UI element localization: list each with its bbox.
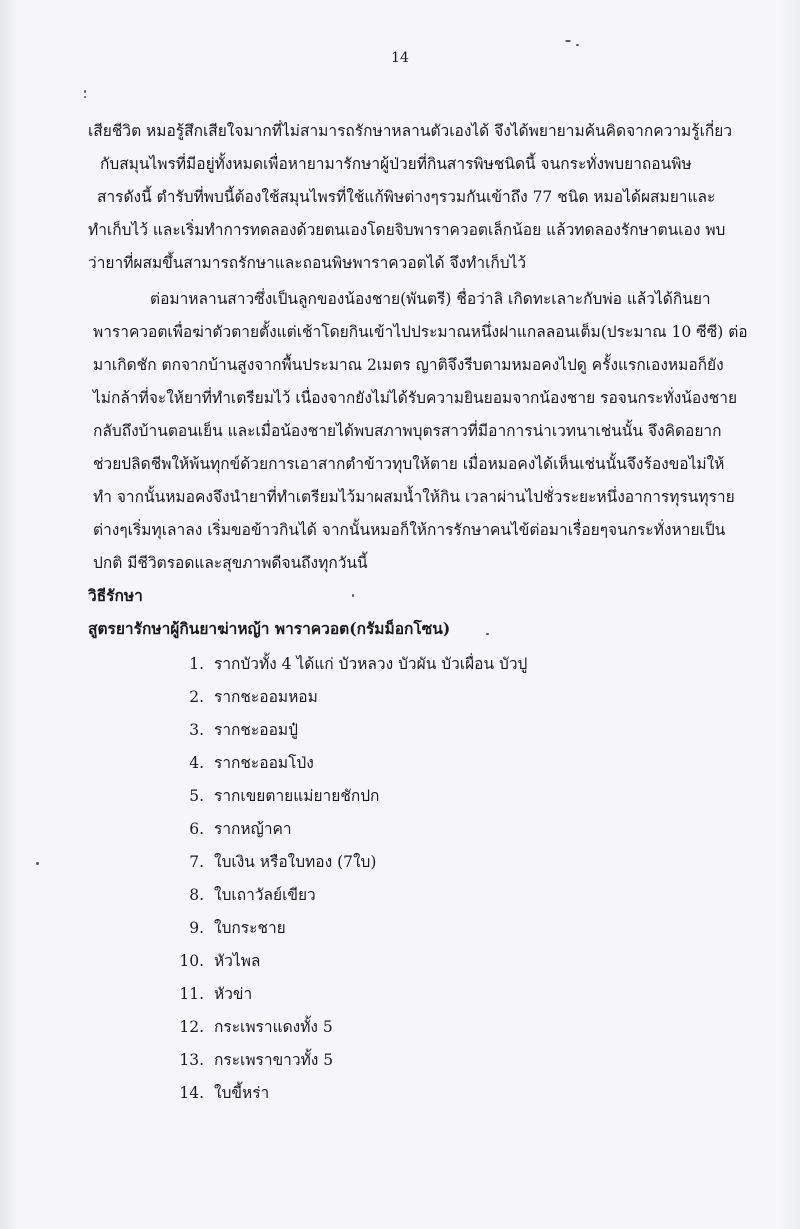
list-item-text: ใบเงิน หรือใบทอง (7ใบ): [214, 853, 377, 871]
list-item: [176, 1016, 333, 1038]
list-item-number: 13.: [179, 1051, 204, 1069]
section-heading: วิธีรักษา: [88, 586, 143, 605]
paragraph-1-line-5: [88, 252, 526, 274]
list-item-text: ใบกระชาย: [214, 919, 286, 937]
paragraph-2-line-2: [93, 321, 748, 343]
list-item-number: 11.: [179, 985, 204, 1003]
list-item: [176, 884, 316, 906]
list-item-text: กระเพราขาวทั้ง 5: [214, 1051, 334, 1069]
paragraph-text: ทำเก็บไว้ และเริ่มทำการทดลองด้วยตนเองโดยจิบพาราควอตเล็กน้อย แล้วทดลองรักษาตนเอง พบ: [88, 221, 726, 239]
list-item-number: 1.: [189, 655, 204, 673]
list-item-number: 4.: [189, 754, 204, 772]
list-item-text: รากหญ้าคา: [214, 820, 292, 838]
list-item-number: 6.: [189, 820, 204, 838]
paragraph-text: ว่ายาที่ผสมขึ้นสามารถรักษาและถอนพิษพาราควอตได้ จึงทำเก็บไว้: [88, 254, 527, 272]
paragraph-text: พาราควอตเพื่อฆ่าตัวตายตั้งแต่เช้าโดยกินเข้าไปประมาณหนึ่งฝาแกลลอนเต็ม(ประมาณ 10 ซีซี) ต่อ: [93, 323, 748, 341]
paragraph-2-line-3: [93, 354, 724, 376]
scan-speck: [576, 44, 579, 46]
scan-speck: [84, 96, 86, 98]
list-item-text: รากบัวทั้ง 4 ได้แก่ บัวหลวง บัวผัน บัวเผื่อน บัวปู: [214, 655, 528, 673]
recipe-heading: สูตรยารักษาผู้กินยาฆ่าหญ้า พาราควอต(กรัมม็อกโซน): [88, 619, 451, 638]
list-item: [176, 917, 286, 939]
list-item: [176, 1049, 333, 1071]
list-item: [176, 1082, 269, 1104]
list-item: [176, 719, 298, 741]
paragraph-2-line-4: [93, 387, 737, 409]
list-item-text: รากเขยตายแม่ยายชักปก: [214, 787, 380, 805]
list-item-text: หัวข่า: [214, 985, 253, 1003]
paragraph-text: เสียชีวิต หมอรู้สึกเสียใจมากที่ไม่สามารถรักษาหลานตัวเองได้ จึงได้พยายามค้นคิดจากความรู้เกี่ยว: [88, 122, 733, 140]
paragraph-text: ปกติ มีชีวิตรอดและสุขภาพดีจนถึงทุกวันนี้: [93, 554, 368, 572]
list-item: [176, 950, 260, 972]
paragraph-text: มาเกิดชัก ตกจากบ้านสูงจากพื้นประมาณ 2เมตร ญาติจึงรีบตามหมอคงไปดู ครั้งแรกเองหมอก็ยัง: [93, 356, 724, 374]
paragraph-1-line-3: [97, 186, 715, 208]
paragraph-2-line-7: [93, 486, 735, 508]
list-item: [176, 983, 252, 1005]
list-item-number: 5.: [189, 787, 204, 805]
list-item-text: รากชะออมปู๋: [214, 721, 298, 739]
page-number: 14: [391, 50, 409, 66]
list-item-text: หัวไพล: [214, 952, 261, 970]
paragraph-2-line-9: [93, 552, 368, 574]
paragraph-text: ต่อมาหลานสาวซึ่งเป็นลูกของน้องชาย(พันตรี) ชื่อว่าลิ เกิดทะเลาะกับพ่อ แล้วได้กินยา: [150, 290, 711, 308]
paragraph-2-line-6: [93, 453, 724, 475]
list-item-text: ใบเถาวัลย์เขียว: [214, 886, 316, 904]
list-item: [176, 785, 379, 807]
paragraph-1-line-1: [88, 120, 733, 142]
paragraph-text: สารดังนี้ ตำรับที่พบนี้ต้องใช้สมุนไพรที่ใช้แก้พิษต่างๆรวมกันเข้าถึง 77 ชนิด หมอได้ผสมยาและ: [97, 188, 716, 206]
paragraph-1-line-4: [88, 219, 725, 241]
paragraph-text: ทำ จากนั้นหมอคงจึงนำยาที่ทำเตรียมไว้มาผสมน้ำให้กิน เวลาผ่านไปชั่วระยะหนึ่งอาการทุรนทุราย: [93, 488, 735, 506]
paragraph-2-line-8: [93, 519, 725, 541]
list-item-number: 2.: [189, 688, 204, 706]
list-item: [176, 818, 292, 840]
scan-speck: [486, 633, 489, 635]
list-item-number: 9.: [189, 919, 204, 937]
list-item-number: 12.: [179, 1018, 204, 1036]
list-item-number: 8.: [189, 886, 204, 904]
paragraph-2-line-5: [93, 420, 722, 442]
list-item-number: 14.: [179, 1084, 204, 1102]
scan-speck: [352, 594, 354, 597]
list-item: [176, 752, 314, 774]
list-item-text: ใบขี้หร่า: [214, 1084, 270, 1102]
scan-speck: [36, 862, 39, 865]
list-item-number: 7.: [189, 853, 204, 871]
list-item-text: กระเพราแดงทั้ง 5: [214, 1018, 333, 1036]
paragraph-2-line-1: [150, 288, 711, 310]
list-item: [176, 653, 527, 675]
paragraph-text: ช่วยปลิดชีพให้พ้นทุกข์ด้วยการเอาสากตำข้าวทุบให้ตาย เมื่อหมอคงได้เห็นเช่นนั้นจึงร้องขอไม่ให้: [93, 455, 725, 473]
paragraph-text: ไม่กล้าที่จะให้ยาที่ทำเตรียมไว้ เนื่องจากยังไม่ได้รับความยินยอมจากน้องชาย รอจนกระทั่งน้องชาย: [93, 389, 738, 407]
paragraph-text: ต่างๆเริ่มทุเลาลง เริ่มขอข้าวกินได้ จากนั้นหมอก็ให้การรักษาคนไข้ต่อมาเรื่อยๆจนกระทั่งหายเป็น: [93, 521, 726, 539]
list-item-number: 10.: [179, 952, 204, 970]
list-item: [176, 686, 318, 708]
scan-speck: [84, 90, 86, 93]
list-item-text: รากชะออมหอม: [214, 688, 318, 706]
paragraph-text: กลับถึงบ้านตอนเย็น และเมื่อน้องชายได้พบสภาพบุตรสาวที่มีอาการน่าเวทนาเช่นนั้น จึงคิดอยาก: [93, 422, 722, 440]
paragraph-text: กับสมุนไพรที่มีอยู่ทั้งหมดเพื่อหายามารักษาผู้ป่วยที่กินสารพิษชนิดนี้ จนกระทั่งพบยาถอนพิษ: [100, 155, 692, 173]
list-item-number: 3.: [189, 721, 204, 739]
list-item-text: รากชะออมโป่ง: [214, 754, 314, 772]
scan-speck: [565, 40, 571, 42]
paragraph-1-line-2: [100, 153, 692, 175]
list-item: [176, 851, 376, 873]
